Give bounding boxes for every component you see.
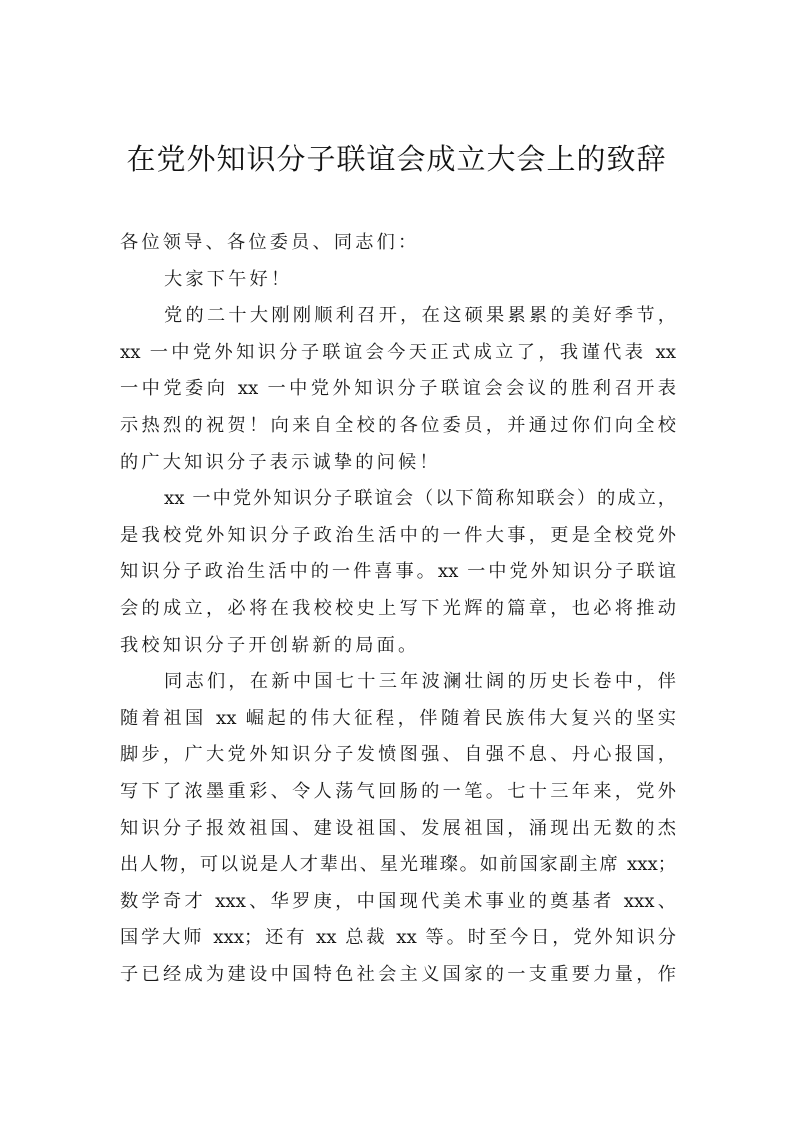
paragraph-3-line-8: 国学大师 xxx；还有 xx 总裁 xx 等。时至今日，党外知识分 (120, 927, 676, 949)
paragraph-3-line-5: 知识分子报效祖国、建设祖国、发展祖国，涌现出无数的杰 (120, 817, 676, 839)
paragraph-2-line-1: xx 一中党外知识分子联谊会（以下简称知联会）的成立， (164, 488, 676, 510)
paragraph-1-line-1: 党的二十大刚刚顺利召开，在这硕果累累的美好季节， (164, 305, 676, 327)
paragraph-3-line-7: 数学奇才 xxx、华罗庚，中国现代美术事业的奠基者 xxx、 (120, 890, 676, 912)
paragraph-2-line-3: 知识分子政治生活中的一件喜事。xx 一中党外知识分子联谊 (120, 561, 676, 583)
paragraph-3-line-4: 写下了浓墨重彩、令人荡气回肠的一笔。七十三年来，党外 (120, 780, 676, 802)
paragraph-3-line-1: 同志们，在新中国七十三年波澜壮阔的历史长卷中，伴 (164, 671, 676, 693)
paragraph-1-line-4: 示热烈的祝贺！向来自全校的各位委员，并通过你们向全校 (120, 414, 676, 436)
document-title: 在党外知识分子联谊会成立大会上的致辞 (126, 142, 667, 176)
paragraph-1-line-2: xx 一中党外知识分子联谊会今天正式成立了，我谨代表 xx (120, 341, 676, 363)
paragraph-2-line-2: 是我校党外知识分子政治生活中的一件大事，更是全校党外 (120, 524, 676, 546)
paragraph-3-line-2: 随着祖国 xx 崛起的伟大征程，伴随着民族伟大复兴的坚实 (120, 707, 676, 729)
paragraph-3-line-6: 出人物，可以说是人才辈出、星光璀璨。如前国家副主席 xxx； (120, 854, 676, 876)
document-body (120, 228, 676, 996)
paragraph-2-line-4: 会的成立，必将在我校校史上写下光辉的篇章，也必将推动 (120, 597, 676, 619)
paragraph-1-line-3: 一中党委向 xx 一中党外知识分子联谊会会议的胜利召开表 (120, 378, 676, 400)
paragraph-2-line-5: 我校知识分子开创崭新的局面。 (120, 634, 420, 656)
salutation: 各位领导、各位委员、同志们： (120, 232, 420, 253)
paragraph-3-line-3: 脚步，广大党外知识分子发愤图强、自强不息、丹心报国， (120, 744, 676, 766)
paragraph-1-line-5: 的广大知识分子表示诚挚的问候！ (120, 451, 441, 473)
paragraph-3-line-9: 子已经成为建设中国特色社会主义国家的一支重要力量，作 (120, 963, 676, 985)
greeting-line: 大家下午好！ (164, 268, 293, 290)
